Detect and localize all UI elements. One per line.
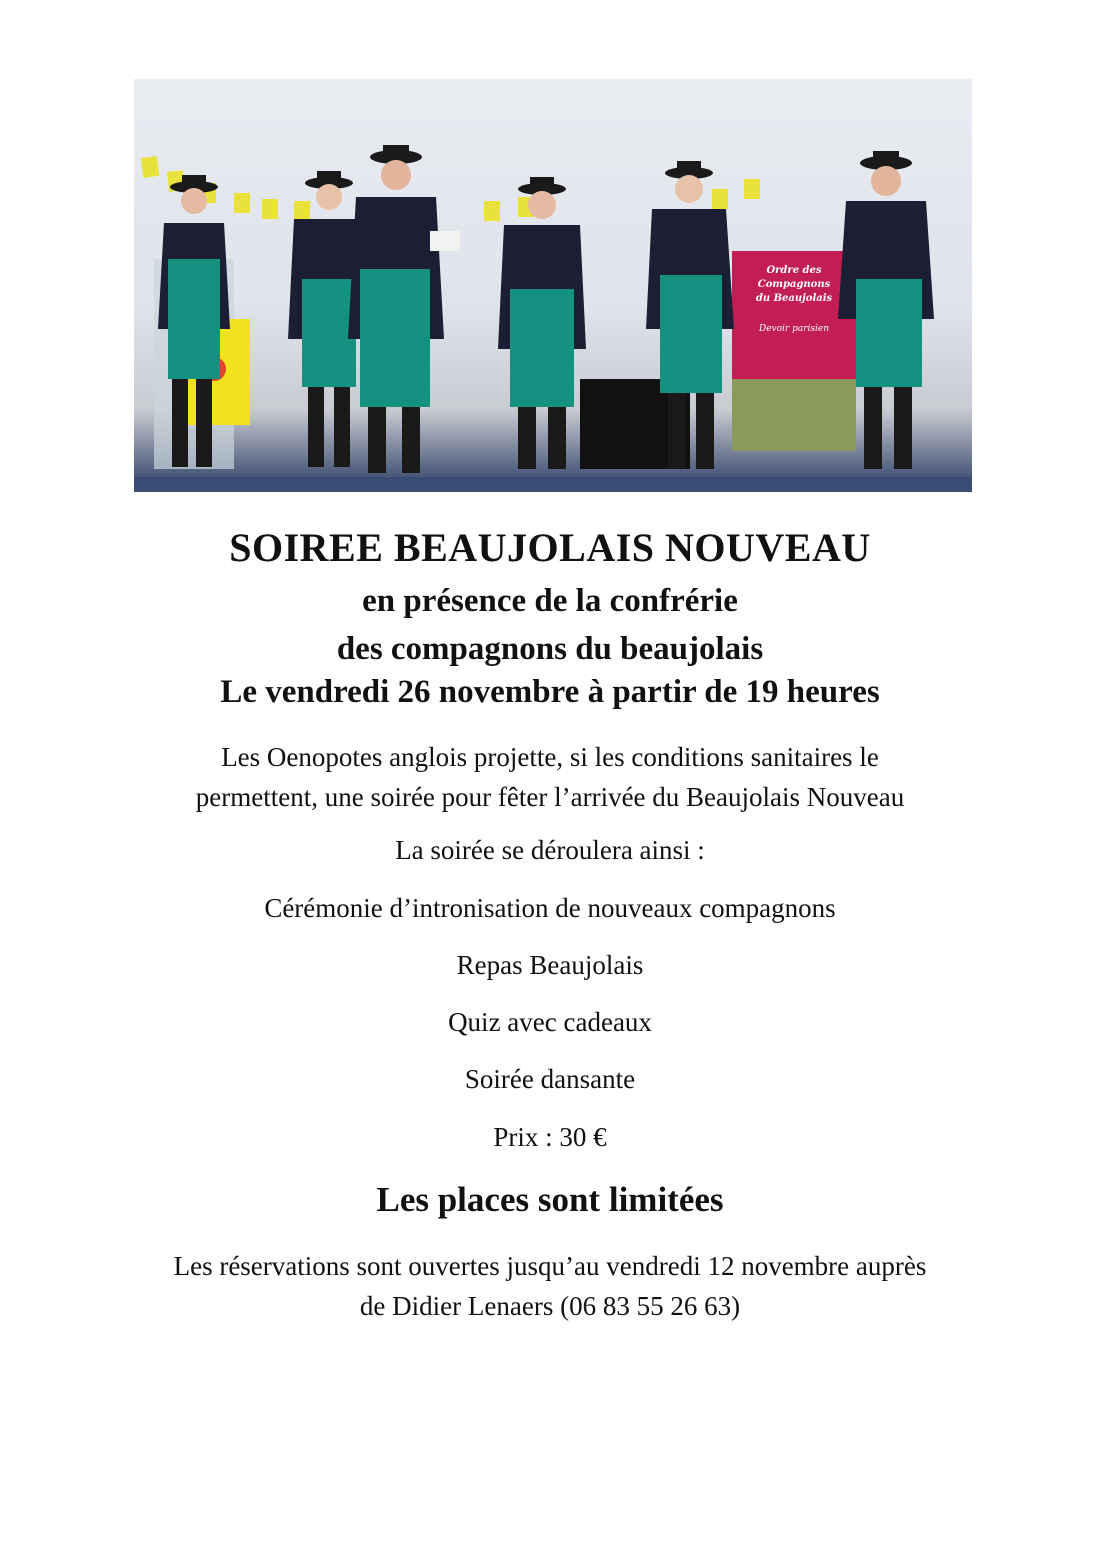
banner-line: Devoir parisien — [758, 324, 830, 334]
page-title: SOIREE BEAUJOLAIS NOUVEAU — [229, 525, 871, 570]
banner-line: Ordre des — [766, 265, 822, 276]
reservation-line: de Didier Lenaers (06 83 55 26 63) — [359, 1291, 741, 1321]
banner-line: du Beaujolais — [755, 293, 833, 304]
reservation-info — [0, 1246, 1100, 1326]
limited-places-notice: Les places sont limitées — [376, 1180, 724, 1219]
reservation-line: Les réservations sont ouvertes jusqu’au vendredi 12 novembre auprès — [173, 1251, 927, 1281]
program-item: Soirée dansante — [464, 1064, 636, 1094]
banner-line: Compagnons — [757, 279, 831, 290]
price: Prix : 30 € — [493, 1122, 607, 1152]
event-photo — [134, 79, 972, 492]
intro-line: Les Oenopotes anglois projette, si les conditions sanitaires le — [221, 742, 879, 772]
program-item: Quiz avec cadeaux — [448, 1007, 652, 1037]
stage-floor — [134, 477, 972, 492]
program-item: Repas Beaujolais — [456, 950, 644, 980]
confrerie-banner — [732, 251, 856, 451]
subtitle-line-1: en présence de la confrérie — [362, 583, 738, 619]
program-intro: La soirée se déroulera ainsi : — [395, 835, 705, 865]
subtitle-line-2: des compagnons du beaujolais — [336, 631, 764, 667]
intro-paragraph — [0, 737, 1100, 817]
program-item: Cérémonie d’intronisation de nouveaux compagnons — [264, 893, 836, 923]
stage-illustration — [134, 79, 972, 492]
intro-line: permettent, une soirée pour fêter l’arrivée du Beaujolais Nouveau — [195, 782, 905, 812]
event-date: Le vendredi 26 novembre à partir de 19 heures — [220, 674, 880, 710]
